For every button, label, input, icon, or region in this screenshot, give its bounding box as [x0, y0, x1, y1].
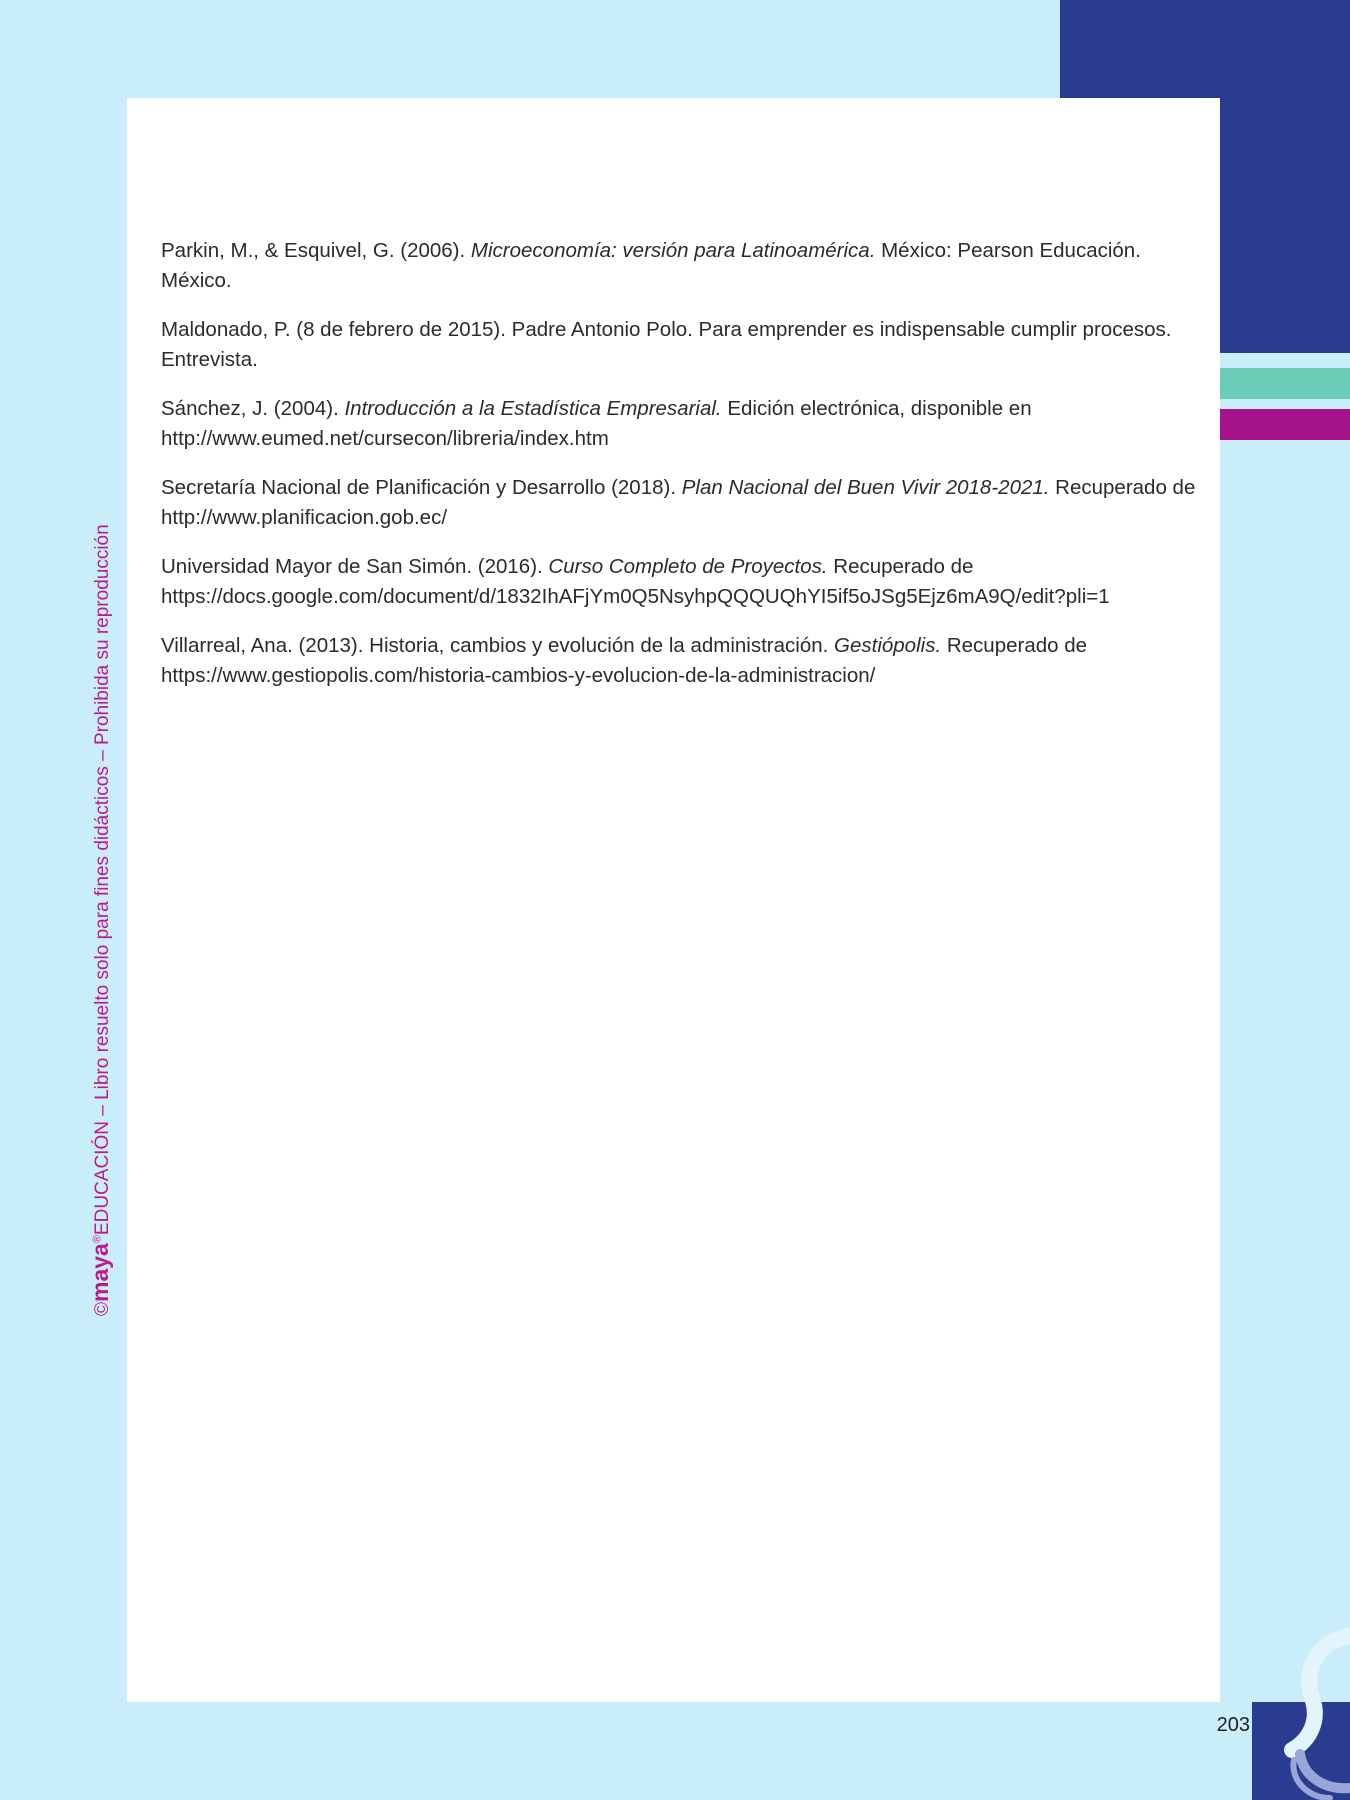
reference-url: https://www.gestiopolis.com/historia-cambios-y-evolucion-de-la-administracion/ — [161, 664, 876, 687]
decorative-teal-stripe — [1220, 368, 1350, 399]
page-sheet — [127, 98, 1220, 1702]
decorative-magenta-stripe — [1220, 409, 1350, 440]
reference-url: http://www.eumed.net/cursecon/libreria/index.htm — [161, 427, 609, 450]
reference-item — [161, 236, 1201, 296]
copyright-notice — [87, 524, 114, 1316]
reference-author: Sánchez, J. (2004). — [161, 397, 345, 420]
reference-title: Gestiópolis. — [834, 634, 942, 657]
reference-author: Universidad Mayor de San Simón. (2016). — [161, 555, 549, 578]
reference-author: Parkin, M., & Esquivel, G. (2006). — [161, 239, 471, 262]
reference-item — [161, 552, 1201, 612]
registered-mark: ® — [91, 1235, 104, 1244]
copyright-symbol: © — [92, 1302, 113, 1316]
reference-continuation: México. — [161, 269, 232, 292]
reference-title: Introducción a la Estadística Empresarial. — [344, 397, 722, 420]
reference-list — [161, 236, 1201, 710]
reference-item — [161, 315, 1201, 375]
reference-rest: Edición electrónica, disponible en — [721, 397, 1032, 420]
reference-url: https://docs.google.com/document/d/1832IhAFjYm0Q5NsyhpQQQUQhYI5if5oJSg5Ejz6mA9Q/edit?pli=1 — [161, 585, 1110, 608]
reference-rest: Recuperado de — [1049, 476, 1196, 499]
copyright-text: EDUCACIÓN – Libro resuelto solo para fines didácticos – Prohibida su reproducción — [92, 524, 113, 1236]
page-number: 203 — [1216, 1714, 1250, 1736]
brand-name: maya — [87, 1243, 113, 1302]
reference-title: Microeconomía: versión para Latinoamérica. — [470, 239, 876, 262]
reference-rest: México: Pearson Educación. — [875, 239, 1141, 262]
reference-item — [161, 631, 1201, 691]
reference-item — [161, 394, 1201, 454]
reference-author: Maldonado, P. (8 de febrero de 2015). Padre Antonio Polo. Para emprender es indispensable cumplir procesos. — [161, 318, 1172, 341]
reference-continuation: Entrevista. — [161, 348, 258, 371]
reference-rest: Recuperado de — [941, 634, 1088, 657]
swirl-decoration-icon — [1280, 1628, 1350, 1800]
reference-title: Curso Completo de Proyectos. — [548, 555, 828, 578]
reference-rest: Recuperado de — [827, 555, 974, 578]
reference-author: Villarreal, Ana. (2013). Historia, cambios y evolución de la administración. — [161, 634, 835, 657]
reference-title: Plan Nacional del Buen Vivir 2018-2021. — [681, 476, 1050, 499]
reference-author: Secretaría Nacional de Planificación y Desarrollo (2018). — [161, 476, 682, 499]
reference-url: http://www.planificacion.gob.ec/ — [161, 506, 448, 529]
reference-item — [161, 473, 1201, 533]
